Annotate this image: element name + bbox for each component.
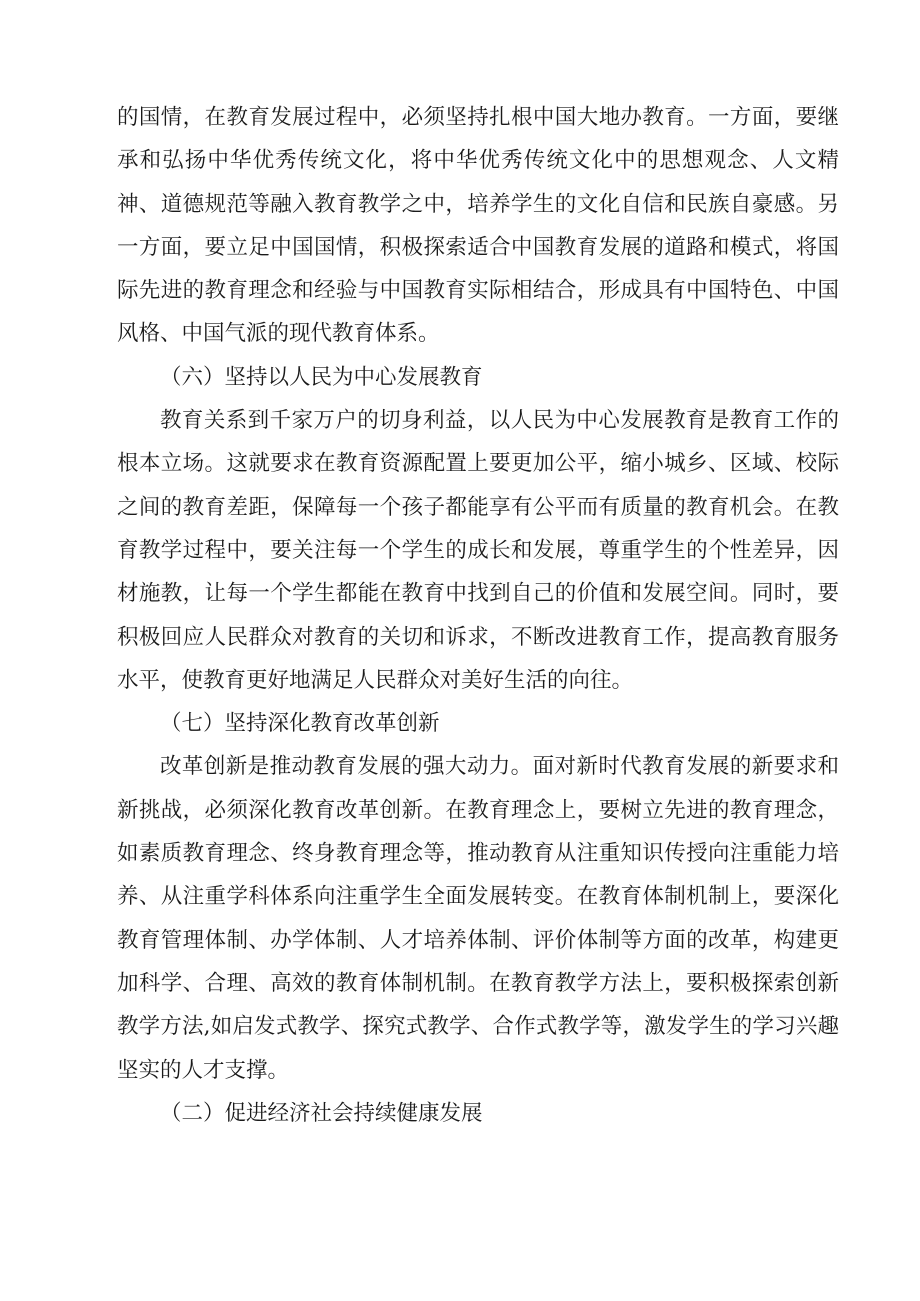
section-heading-7: （七）坚持深化教育改革创新: [160, 711, 440, 737]
paragraph-section-6: 教育关系到千家万户的切身利益，以人民为中心发展教育是教育工作的根本立场。这就要求在教育资源配置上要更加公平，缩小城乡、区域、校际之间的教育差距，保障每一个孩子都能享有公平而有质量的教育机会。在教育教学过程中，要关注每一个学生的成长和发展，尊重学生的个性差异，因材施教，让每一个学生都能在教育中找到自己的价值和发展空间。同时，要积极回应人民群众对教育的关切和诉求，不断改进教育工作，提高教育服务水平，使教育更好地满足人民群众对美好生活的向往。: [117, 408, 839, 693]
section-heading-6: （六）坚持以人民为中心发展教育: [160, 364, 483, 390]
section-heading-2: （二）促进经济社会持续健康发展: [160, 1100, 483, 1126]
document-body: [117, 96, 839, 1135]
paragraph-intro-continuation: 的国情，在教育发展过程中，必须坚持扎根中国大地办教育。一方面，要继承和弘扬中华优秀传统文化，将中华优秀传统文化中的思想观念、人文精神、道德规范等融入教育教学之中，培养学生的文化自信和民族自豪感。另一方面，要立足中国国情，积极探索适合中国教育发展的道路和模式，将国际先进的教育理念和经验与中国教育实际相结合，形成具有中国特色、中国风格、中国气派的现代教育体系。: [117, 105, 839, 347]
paragraph-section-7: 改革创新是推动教育发展的强大动力。面对新时代教育发展的新要求和新挑战，必须深化教育改革创新。在教育理念上，要树立先进的教育理念，如素质教育理念、终身教育理念等，推动教育从注重知识传授向注重能力培养、从注重学科体系向注重学生全面发展转变。在教育体制机制上，要深化教育管理体制、办学体制、人才培养体制、评价体制等方面的改革，构建更加科学、合理、高效的教育体制机制。在教育教学方法上，要积极探索创新教学方法,如启发式教学、探究式教学、合作式教学等，激发学生的学习兴趣坚实的人才支撑。: [117, 754, 839, 1083]
